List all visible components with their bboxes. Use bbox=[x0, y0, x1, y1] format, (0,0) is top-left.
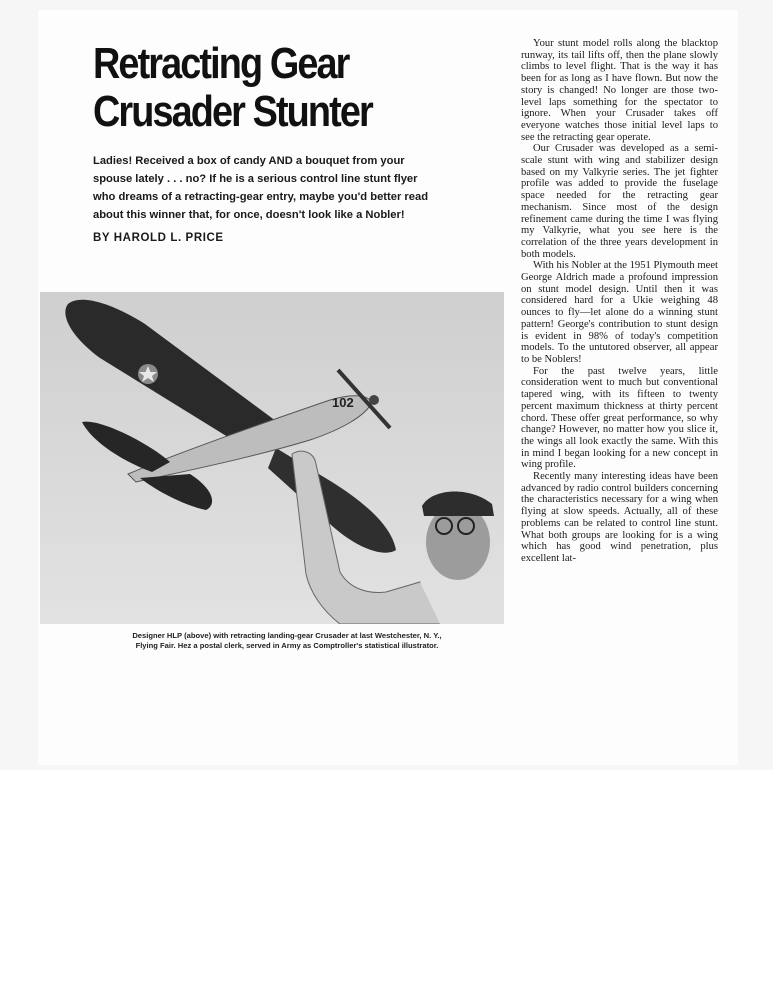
body-paragraph: For the past twelve years, little consideration went to much but conventional tapered wing, with its fifteen to twenty percent maximum thickness at thirty percent chord. These offer great performance, so why change? However, no matter how you slice it, the wings all look exactly the same. With this in mind I began looking for a new concept in wing profile. bbox=[521, 365, 718, 471]
body-paragraph: Our Crusader was developed as a semi-scale stunt with wing and stabilizer design based on my Valkyrie series. The jet fighter profile was added to provide the fuselage space needed for the retracting gear mechanism. Since most of the design refinement came during the time I was flying my Valkyrie, what you see here is the correlation of the three years development in both models. bbox=[521, 143, 718, 260]
photo-caption bbox=[68, 631, 506, 651]
article-photo bbox=[40, 292, 504, 624]
body-paragraph: Recently many interesting ideas have been advanced by radio control builders concerning the characteristics necessary for a wing when flying at slow speeds. Actually, all of these problems can be related to control line stunt. What both groups are looking for is a wing which has good wind penetration, plus excellent lat- bbox=[521, 471, 718, 564]
article-title bbox=[93, 40, 372, 136]
photo-illustration bbox=[40, 292, 504, 624]
fuselage-number: 102 bbox=[332, 395, 354, 410]
caption-line-2: Flying Fair. Hez a postal clerk, served in Army as Comptroller's statistical illustrator. bbox=[135, 641, 439, 650]
body-paragraph: Your stunt model rolls along the blacktop runway, its tail lifts off, then the plane slowly climbs to level flight. That is the way it has been for as long as I have flown. But now the story is changed! No longer are those two-level laps something for the spectator to ignore. When your Crusader takes off everyone watches those initial level laps to see the retracting gear operate. bbox=[521, 38, 718, 143]
article-body bbox=[521, 38, 718, 565]
title-line-2: Crusader Stunter bbox=[93, 87, 372, 136]
title-line-1: Retracting Gear bbox=[93, 39, 349, 88]
byline: BY HAROLD L. PRICE bbox=[93, 232, 224, 244]
article-deck: Ladies! Received a box of candy AND a bouquet from your spouse lately . . . no? If he is a serious control line stunt flyer who dreams of a retracting-gear entry, maybe you'd better read about this winner that, for once, doesn't look like a Nobler! bbox=[93, 155, 429, 221]
spinner bbox=[369, 395, 379, 405]
body-paragraph: With his Nobler at the 1951 Plymouth meet George Aldrich made a profound impression on stunt model design. Until then it was considered hard for a Ukie weighing 48 ounces to fly—let alone do a winning stunt pattern! George's contribution to stunt design is evident in 98% of today's competition models. To the untutored observer, all appear to be Noblers! bbox=[521, 260, 718, 365]
caption-line-1: Designer HLP (above) with retracting landing-gear Crusader at last Westchester, N. Y., bbox=[132, 631, 442, 640]
